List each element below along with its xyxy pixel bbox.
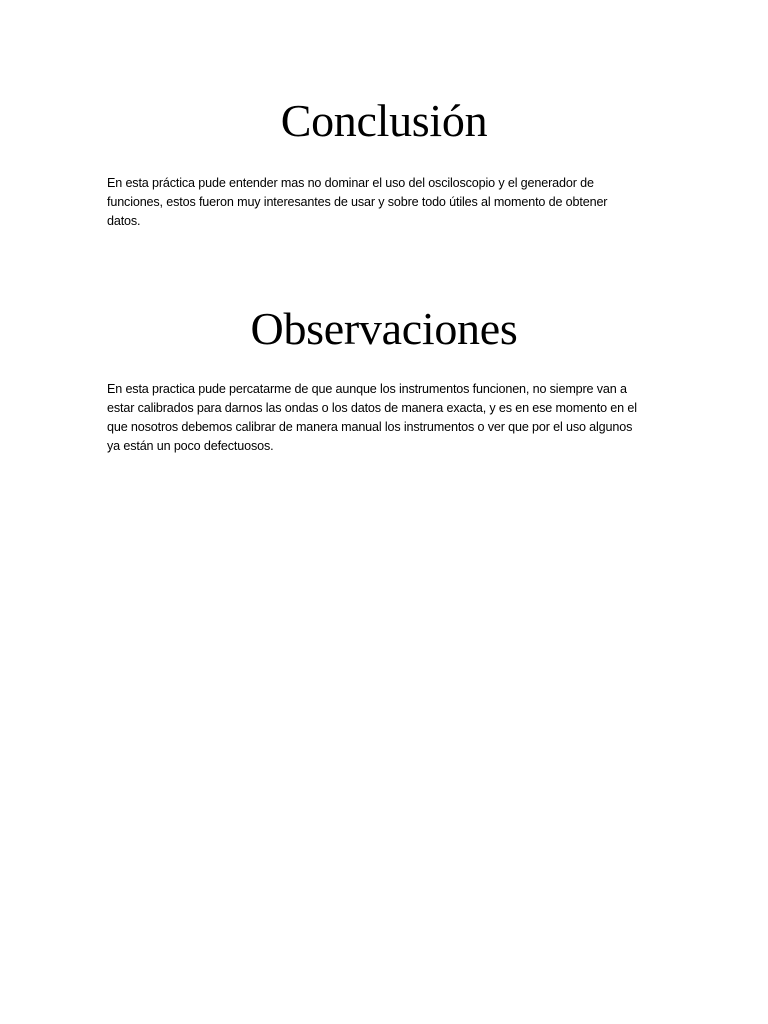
observaciones-line: estar calibrados para darnos las ondas o los datos de manera exacta, y es en ese momento en el: [107, 401, 637, 415]
observaciones-line: que nosotros debemos calibrar de manera manual los instrumentos o ver que por el uso algunos: [107, 420, 633, 434]
conclusion-line: datos.: [107, 214, 141, 228]
observaciones-line: ya están un poco defectuosos.: [107, 439, 274, 453]
conclusion-line: funciones, estos fueron muy interesantes de usar y sobre todo útiles al momento de obtener: [107, 195, 608, 209]
observaciones-paragraph: [107, 380, 667, 456]
observaciones-line: En esta practica pude percatarme de que aunque los instrumentos funcionen, no siempre van a: [107, 382, 627, 396]
conclusion-heading: Conclusión: [280, 95, 488, 146]
conclusion-line: En esta práctica pude entender mas no dominar el uso del osciloscopio y el generador de: [107, 176, 594, 190]
conclusion-paragraph: [107, 174, 667, 231]
observaciones-heading: Observaciones: [250, 303, 518, 354]
